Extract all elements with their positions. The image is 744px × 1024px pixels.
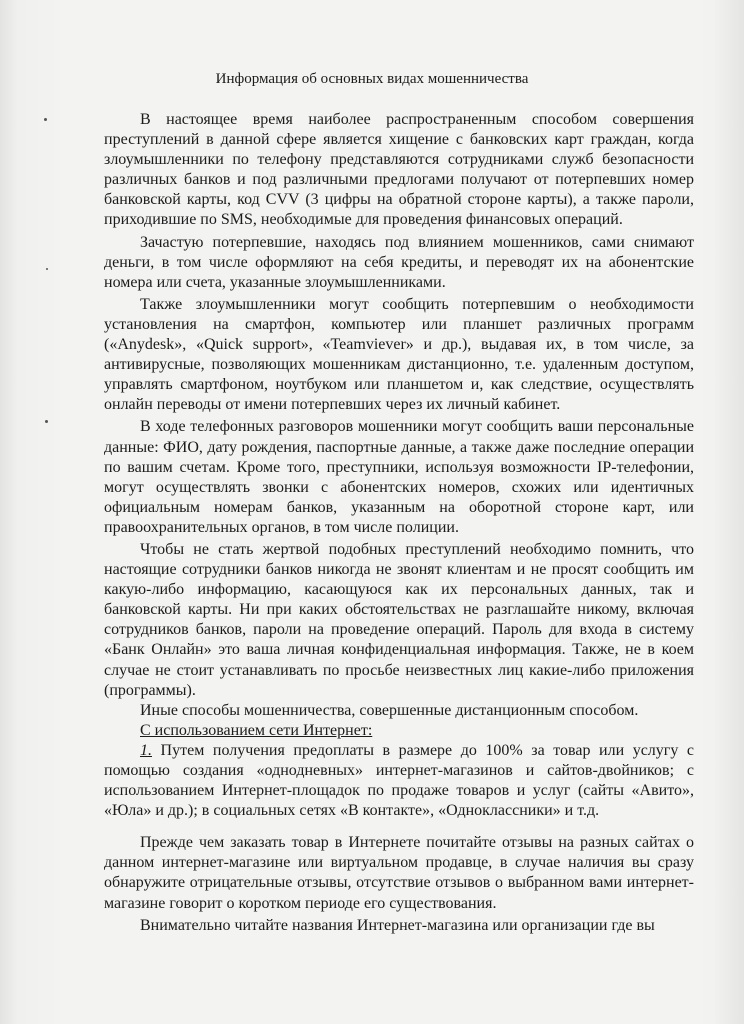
paragraph-read-reviews: Прежде чем заказать товар в Интернете почитайте отзывы на разных сайтах о данном интернет-магазине или виртуальном продавце, в случае наличия вы сразу обнаружите отрицательные отзывы, отсутствие отзывов о выбранном вами интернет-магазине говорит о коротком периоде его существования. — [104, 834, 694, 912]
list-item-prepayment — [104, 741, 694, 821]
paragraph-remote-access-apps: Также злоумышленники могут сообщить потерпевшим о необходимости установления на смартфон, компьютер или планшет различных программ («Anydesk», «Quick support», «Teamviever» и др.), выдавая их, в том числе, за антивирусные, позволяющих мошенникам дистанционно, т.е. удаленным доступом, управлять смартфоном, ноутбуком или планшетом и, как следствие, осуществлять онлайн переводы от имени потерпевших через их личный кабинет. — [104, 295, 694, 414]
paragraph-check-store-name: Внимательно читайте названия Интернет-магазина или организации где вы — [140, 916, 655, 934]
paragraph-prevention: Чтобы не стать жертвой подобных преступлений необходимо помнить, что настоящие сотрудники банков никогда не звонят клиентам и не просят сообщить им какую-либо информацию, касающуюся как их персональных данных, так и банковской карты. Ни при каких обстоятельствах не разглашайте никому, включая сотрудников банков, пароли на проведение операций. Пароль для входа в систему «Банк Онлайн» это ваша личная конфиденциальная информация. Также, не в коем случае не стоит устанавливать по просьбе неизвестных лиц какие-либо приложения (программы). — [104, 540, 694, 699]
document-title: Информация об основных видах мошенничества — [215, 71, 529, 87]
scan-speck — [46, 268, 48, 270]
scan-speck — [44, 118, 47, 121]
paragraph-phone-calls: В ходе телефонных разговоров мошенники могут сообщить ваши персональные данные: ФИО, дату рождения, паспортные данные, а также даже последние операции по вашим счетам. Кроме того, преступники, используя возможности IP-телефонии, могут осуществлять звонки с абонентских номеров, схожих или идентичных официальным номерам банков, указанным на оборотной стороне карт, или правоохранительных органов, в том числе полиции. — [104, 418, 694, 536]
list-item-number: 1. — [140, 741, 152, 759]
document-body — [104, 110, 694, 936]
list-item-text: Путем получения предоплаты в размере до 100% за товар или услугу с помощью создания «однодневных» интернет-магазинов и сайтов-двойников; с использованием Интернет-площадок по продаже товаров и услуг (сайты «Авито», «Юла» и др.); в социальных сетях «В контакте», «Одноклассники» и т.д. — [104, 741, 694, 820]
paragraph-other-methods: Иные способы мошенничества, совершенные дистанционным способом. — [140, 701, 639, 719]
section-heading-text: С использованием сети Интернет: — [140, 721, 373, 739]
section-heading-internet — [104, 721, 694, 741]
paragraph-victims-withdraw: Зачастую потерпевшие, находясь под влиянием мошенников, сами снимают деньги, в том числе оформляют на себя кредиты, и переводят их на абонентские номера или счета, указанные злоумышленниками. — [104, 233, 694, 291]
scan-speck — [45, 420, 48, 423]
page-edge-shadow — [714, 0, 744, 1024]
paragraph-bank-card-theft: В настоящее время наиболее распространенным способом совершения преступлений в данной сфере является хищение с банковских карт граждан, когда злоумышленники по телефону представляются сотрудниками служб безопасности различных банков и под различными предлогами получают от потерпевших номер банковской карты, код CVV (3 цифры на обратной стороне карты), а также пароли, приходившие по SMS, необходимые для проведения финансовых операций. — [104, 111, 694, 229]
